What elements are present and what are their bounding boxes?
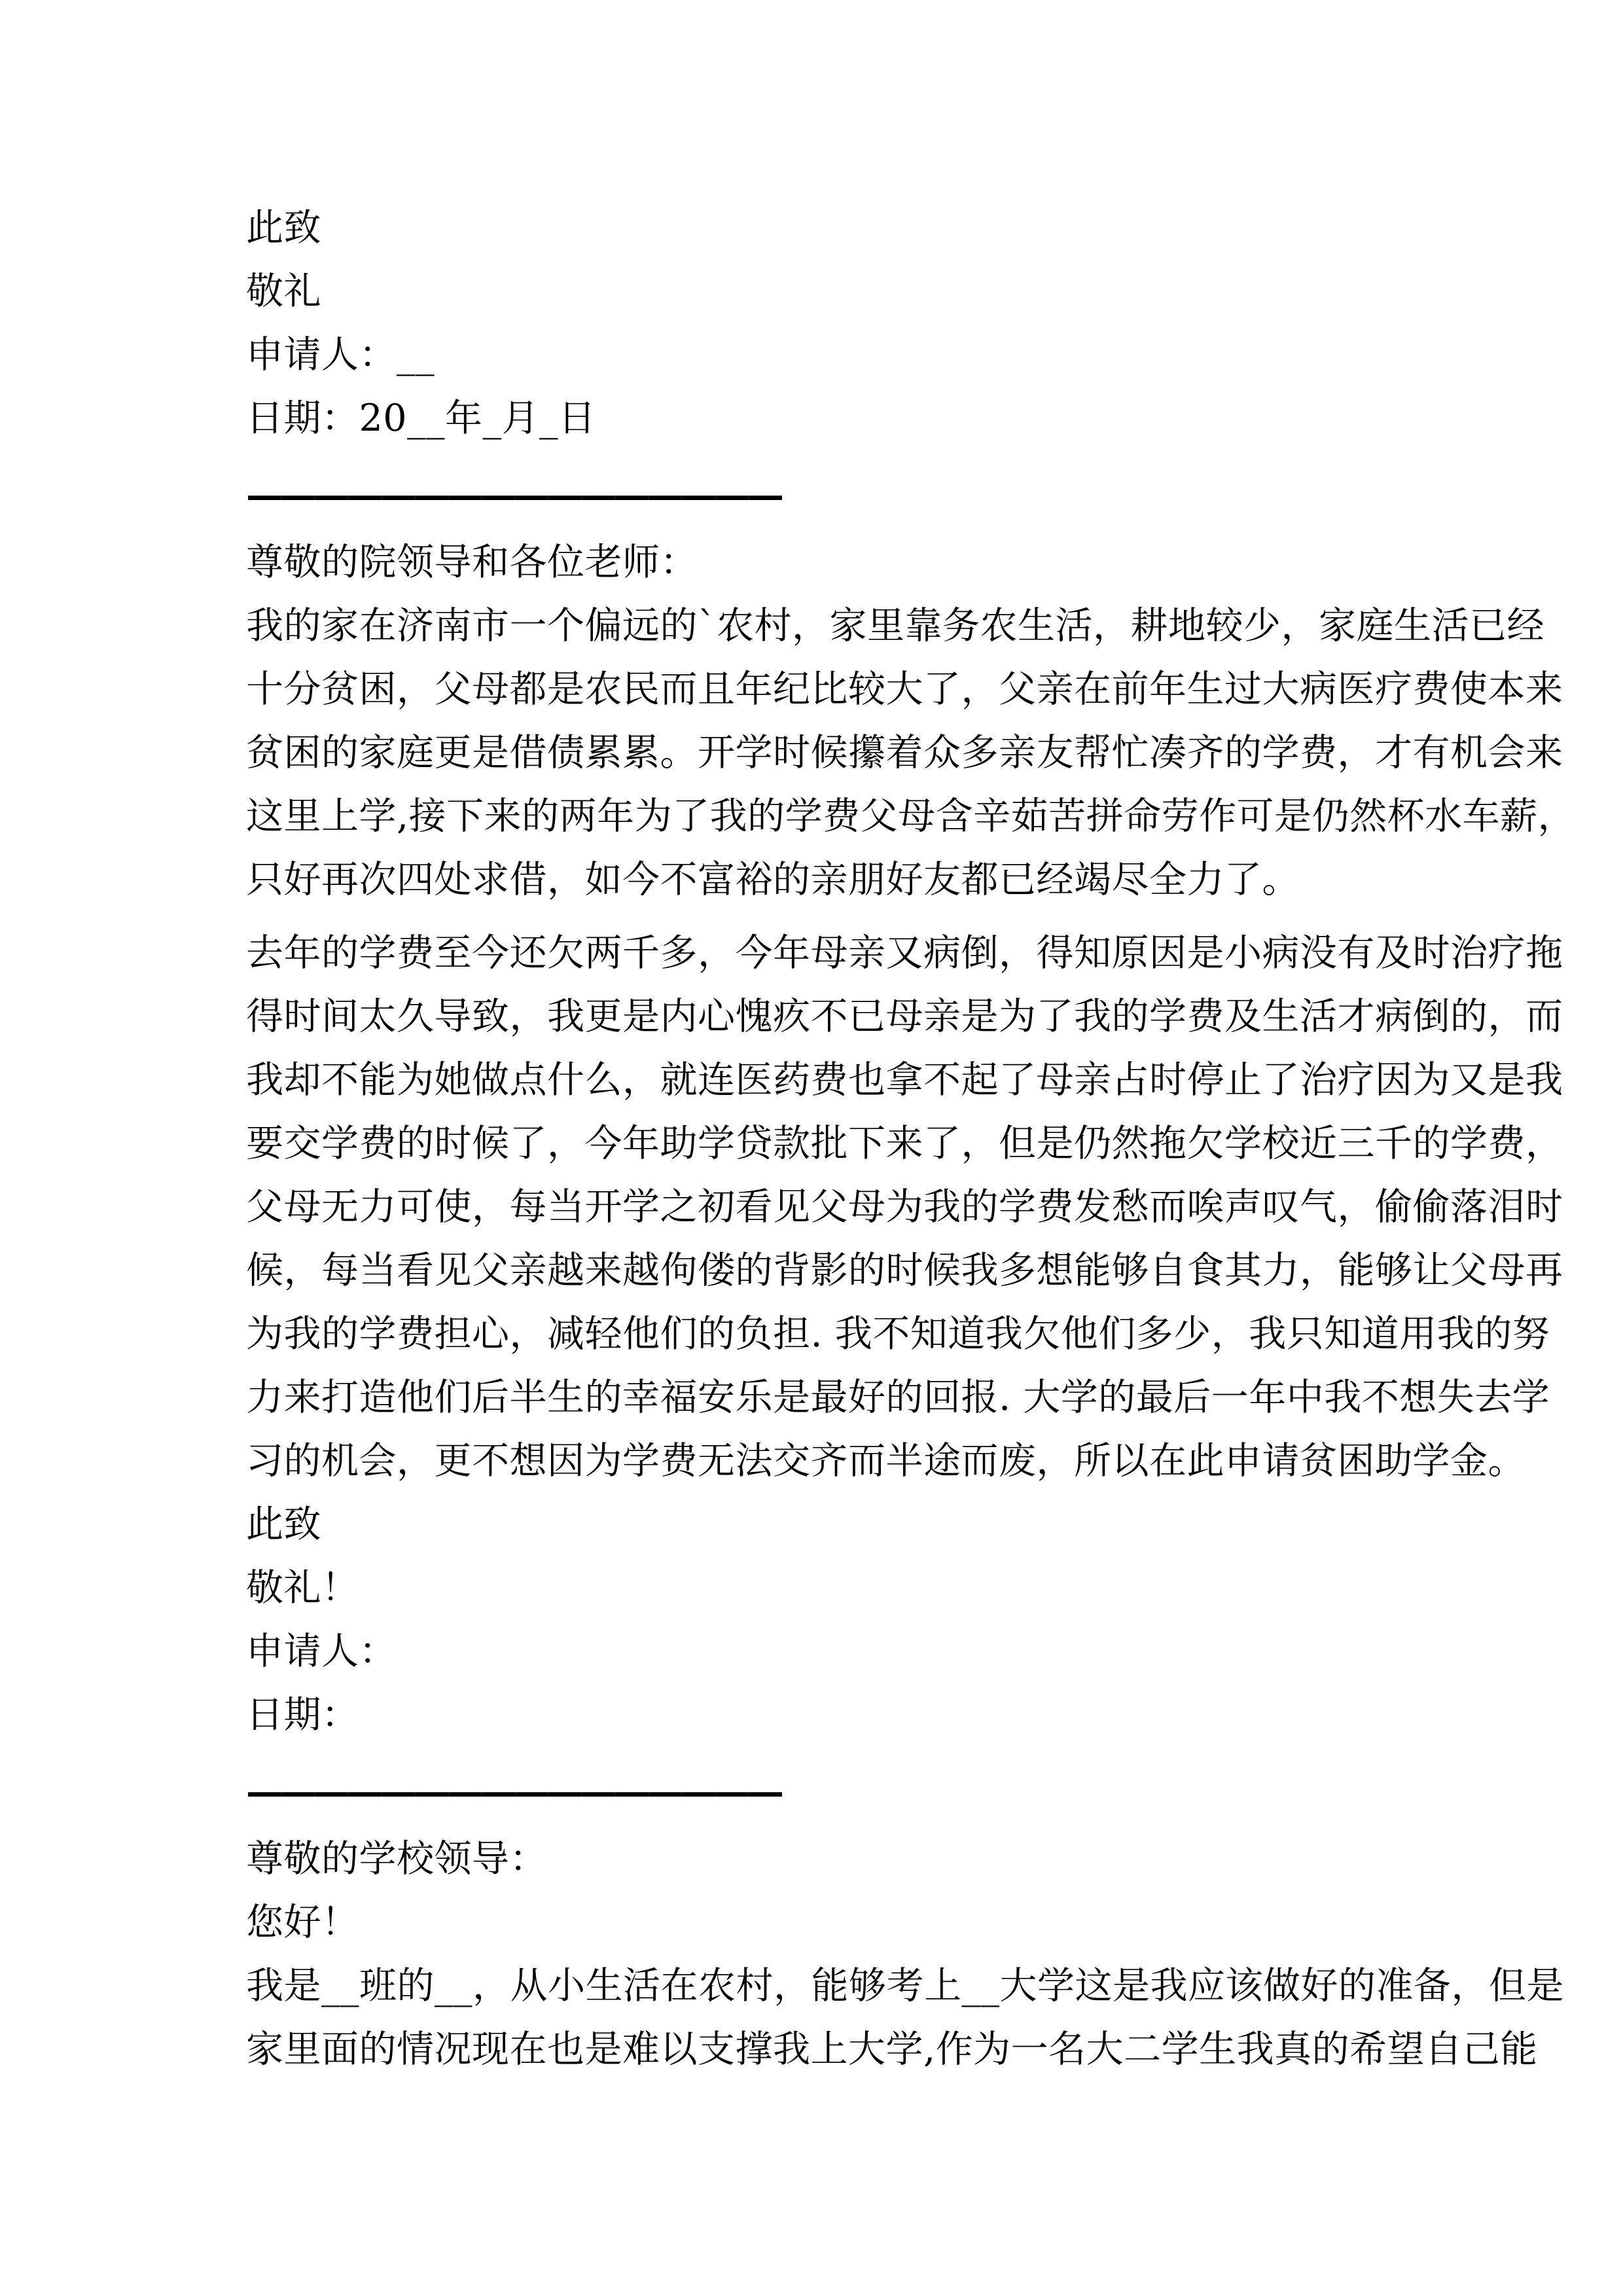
body-line: 这里上学,接下来的两年为了我的学费父母含辛茹苦拼命劳作可是仍然杯水车薪， [246, 795, 1576, 838]
body-line: 只好再次四处求借，如今不富裕的亲朋好友都已经竭尽全力了。 [246, 858, 1300, 901]
closing-cizhi: 此致 [246, 206, 321, 249]
body-line: 我是__班的__，从小生活在农村，能够考上__大学这是我应该做好的准备，但是 [246, 1964, 1564, 2007]
body-line: 力来打造他们后半生的幸福安乐是最好的回报. 大学的最后一年中我不想失去学 [246, 1376, 1550, 1419]
closing-jingli: 敬礼！ [246, 1566, 359, 1609]
body-line: 我却不能为她做点什么，就连医药费也拿不起了母亲占时停止了治疗因为又是我 [246, 1058, 1563, 1102]
body-line: 去年的学费至今还欠两千多，今年母亲又病倒，得知原因是小病没有及时治疗拖 [246, 931, 1563, 975]
body-line: 家里面的情况现在也是难以支撑我上大学,作为一名大二学生我真的希望自己能 [246, 2028, 1538, 2071]
body-line: 父母无力可使，每当开学之初看见父母为我的学费发愁而唉声叹气，偷偷落泪时 [246, 1185, 1563, 1229]
applicant-signature-line: 申请人： [246, 1630, 397, 1673]
closing-jingli: 敬礼 [246, 270, 321, 313]
greeting-line: 您好！ [246, 1901, 359, 1944]
salutation-line: 尊敬的学校领导： [246, 1837, 547, 1880]
date-signature-line: 日期：20__年_月_日 [246, 397, 596, 440]
body-line: 得时间太久导致，我更是内心愧疚不已母亲是为了我的学费及生活才病倒的，而 [246, 995, 1563, 1038]
body-line: 我的家在济南市一个偏远的`农村，家里靠务农生活，耕地较少，家庭生活已经 [246, 604, 1544, 647]
body-line: 要交学费的时候了，今年助学贷款批下来了，但是仍然拖欠学校近三千的学费， [246, 1122, 1563, 1165]
body-line: 十分贫困，父母都是农民而且年纪比较大了，父亲在前年生过大病医疗费使本来 [246, 668, 1563, 711]
section-divider: ———————————————— [246, 1770, 780, 1814]
applicant-signature-line: 申请人：__ [246, 333, 435, 376]
body-line: 候，每当看见父亲越来越佝偻的背影的时候我多想能够自食其力，能够让父母再 [246, 1249, 1563, 1292]
closing-cizhi: 此致 [246, 1503, 321, 1546]
date-signature-line: 日期： [246, 1693, 359, 1736]
body-line: 贫困的家庭更是借债累累。开学时候攥着众多亲友帮忙凑齐的学费，才有机会来 [246, 731, 1563, 774]
body-line: 为我的学费担心，减轻他们的负担. 我不知道我欠他们多少，我只知道用我的努 [246, 1312, 1550, 1355]
section-divider: ———————————————— [246, 473, 780, 517]
body-line: 习的机会，更不想因为学费无法交齐而半途而废，所以在此申请贫困助学金。 [246, 1439, 1525, 1482]
salutation-line: 尊敬的院领导和各位老师： [246, 541, 698, 584]
